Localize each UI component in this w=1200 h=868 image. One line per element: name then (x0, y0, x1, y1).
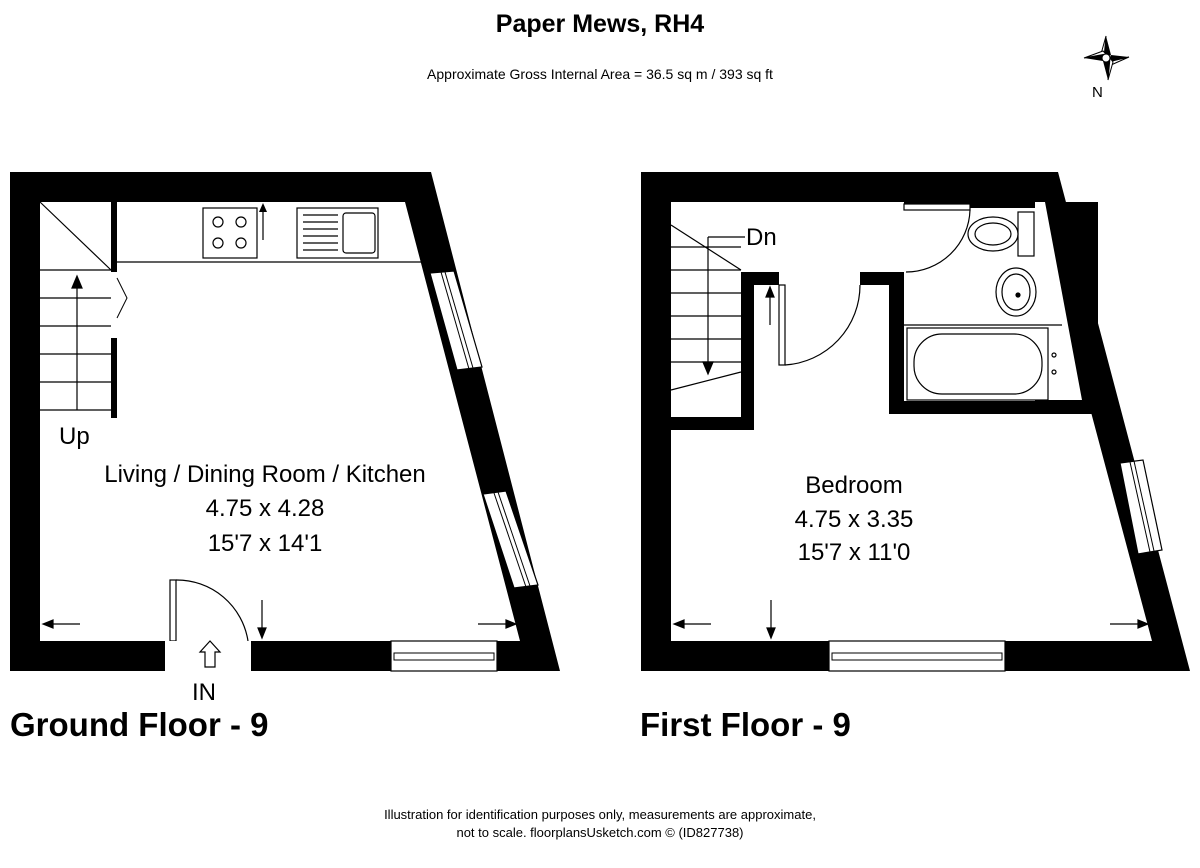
gf-staircase (40, 202, 111, 410)
gf-room-imperial: 15'7 x 14'1 (207, 530, 323, 557)
ff-stairs-down-label: Dn (746, 224, 777, 251)
ground-floor-walls (10, 172, 560, 671)
gf-front-door (165, 580, 251, 671)
footer-line-1: Illustration for identification purposes only, measurements are approximate, (384, 807, 816, 822)
ff-basin (996, 268, 1036, 316)
ff-dimension-arrows (674, 600, 1148, 638)
compass-icon (1084, 36, 1129, 80)
gf-window-front (391, 641, 497, 671)
ff-staircase (671, 225, 745, 390)
gf-dimension-arrows (43, 600, 516, 638)
page-title: Paper Mews, RH4 (495, 10, 705, 38)
gf-window-right-lower (483, 491, 538, 588)
area-subtitle: Approximate Gross Internal Area = 36.5 sq m / 393 sq ft (427, 66, 773, 82)
footer-line-2: not to scale. floorplansUsketch.com © (ID827738) (456, 825, 744, 840)
ff-room-metric: 4.75 x 3.35 (794, 506, 914, 533)
gf-entrance-label: IN (192, 679, 216, 706)
ff-bath (907, 328, 1056, 400)
ff-bedroom-door (766, 285, 860, 365)
ground-floor-label: Ground Floor - 9 (10, 706, 269, 743)
ff-room-imperial: 15'7 x 11'0 (797, 539, 911, 566)
ff-window-front (829, 641, 1005, 671)
gf-kitchen-worktop (117, 203, 421, 262)
compass-north-label: N (1092, 84, 1103, 101)
ff-room-name: Bedroom (805, 472, 903, 499)
gf-stairs-up-label: Up (59, 423, 90, 450)
first-floor-label: First Floor - 9 (640, 706, 851, 743)
gf-room-metric: 4.75 x 4.28 (205, 495, 325, 522)
gf-room-name: Living / Dining Room / Kitchen (104, 461, 426, 488)
footer-disclaimer (0, 806, 1200, 842)
